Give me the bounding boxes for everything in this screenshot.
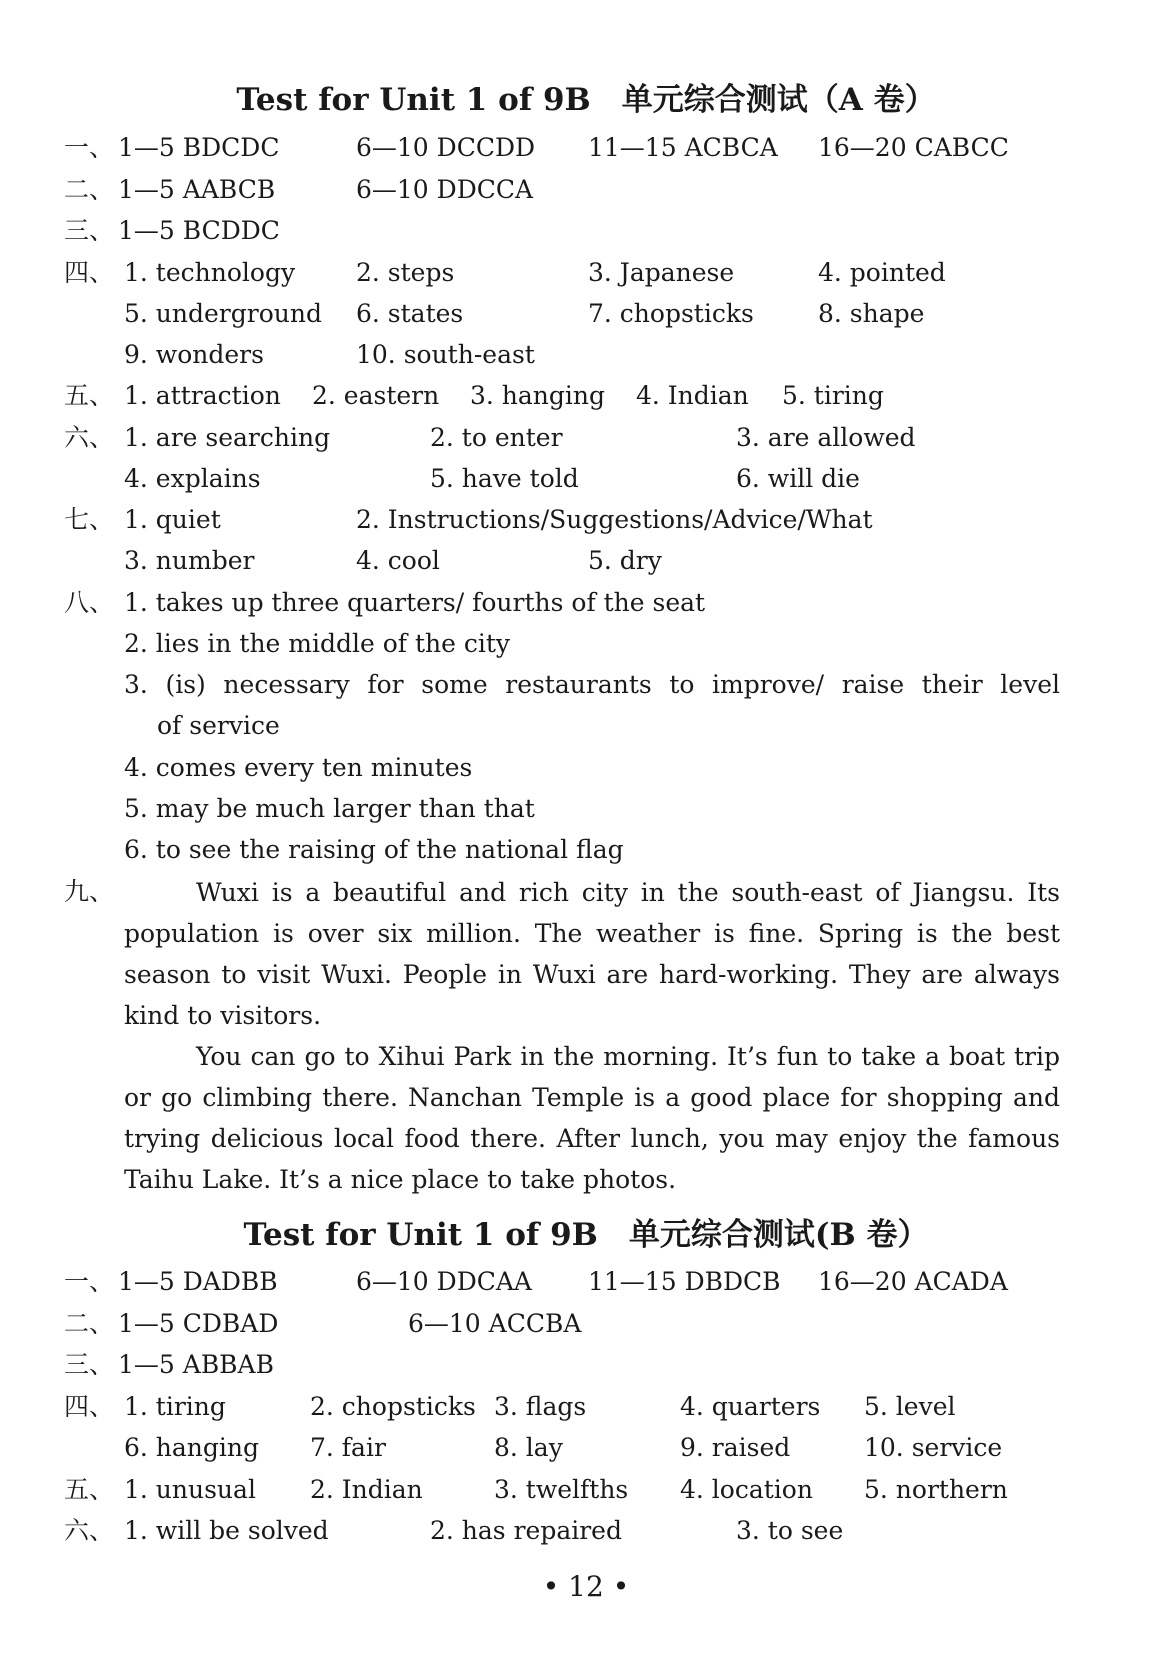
section-marker: 五、 bbox=[64, 381, 115, 410]
section-marker: 四、 bbox=[64, 1392, 115, 1421]
answer: 6—10 ACCBA bbox=[408, 1309, 582, 1338]
answer: 3. number bbox=[124, 546, 255, 575]
title-test-b: Test for Unit 1 of 9B 单元综合测试(B 卷） bbox=[243, 1217, 929, 1253]
answer: 16—20 ACADA bbox=[818, 1267, 1008, 1296]
answer: 11—15 DBDCB bbox=[588, 1267, 781, 1296]
answer: of service bbox=[157, 711, 280, 740]
answer: 6—10 DDCAA bbox=[356, 1267, 532, 1296]
answer: 6. to see the raising of the national flag bbox=[124, 835, 624, 864]
answer: 1. attraction bbox=[124, 381, 281, 410]
answer: 5. tiring bbox=[782, 381, 884, 410]
answer: 3. hanging bbox=[470, 381, 606, 410]
section-marker: 四、 bbox=[64, 258, 115, 287]
answer: 3. flags bbox=[494, 1392, 587, 1421]
answer: 2. Indian bbox=[310, 1475, 423, 1504]
answer: 1. unusual bbox=[124, 1475, 256, 1504]
section-marker: 六、 bbox=[64, 1516, 115, 1545]
answer: 4. comes every ten minutes bbox=[124, 753, 473, 782]
section-marker: 一、 bbox=[64, 1267, 115, 1296]
answer: 1—5 DADBB bbox=[118, 1267, 278, 1296]
answer: 3. (is) necessary for some restaurants to improve/ raise their level bbox=[124, 670, 1060, 699]
answer: 3. are allowed bbox=[736, 423, 916, 452]
answer: 1. takes up three quarters/ fourths of the seat bbox=[124, 588, 706, 617]
answer: 5. have told bbox=[430, 464, 579, 493]
answer: 6. states bbox=[356, 299, 464, 328]
answer: 2. lies in the middle of the city bbox=[124, 629, 511, 658]
answer: 1. quiet bbox=[124, 505, 221, 534]
answer: 16—20 CABCC bbox=[818, 133, 1009, 162]
answer: 8. shape bbox=[818, 299, 925, 328]
essay-paragraph-2: You can go to Xihui Park in the morning. It’s fun to take a boat trip or go climbing there. Nanchan Temple is a good place for shopping and trying delicious local food there. After lunch, you may enjoy the famous Taihu Lake. It’s a nice place to take photos. bbox=[124, 1042, 1060, 1194]
answer: 2. steps bbox=[356, 258, 455, 287]
answer: 2. has repaired bbox=[430, 1516, 622, 1545]
answer: 1. tiring bbox=[124, 1392, 226, 1421]
answer: 7. chopsticks bbox=[588, 299, 754, 328]
answer: 5. underground bbox=[124, 299, 322, 328]
answer: 5. may be much larger than that bbox=[124, 794, 535, 823]
answer: 1—5 BDCDC bbox=[118, 133, 280, 162]
answer: 4. quarters bbox=[680, 1392, 821, 1421]
answer: 2. chopsticks bbox=[310, 1392, 476, 1421]
answer: 1—5 AABCB bbox=[118, 175, 276, 204]
answer: 1—5 CDBAD bbox=[118, 1309, 279, 1338]
page-number: • 12 • bbox=[542, 1570, 630, 1603]
answer: 3. Japanese bbox=[588, 258, 735, 287]
answer: 1. technology bbox=[124, 258, 296, 287]
answer: 1. are searching bbox=[124, 423, 331, 452]
answer: 1—5 ABBAB bbox=[118, 1350, 274, 1379]
a-section-8-item-3 bbox=[0, 665, 1060, 705]
answer: 3. twelfths bbox=[494, 1475, 629, 1504]
section-marker: 六、 bbox=[64, 423, 115, 452]
answer: 8. lay bbox=[494, 1433, 563, 1462]
answer: 5. northern bbox=[864, 1475, 1008, 1504]
answer: 4. cool bbox=[356, 546, 440, 575]
section-marker: 三、 bbox=[64, 1350, 115, 1379]
answer: 7. fair bbox=[310, 1433, 386, 1462]
answer: 1. will be solved bbox=[124, 1516, 329, 1545]
answer: 6. will die bbox=[736, 464, 860, 493]
section-marker: 二、 bbox=[64, 1309, 115, 1338]
answer: 10. south-east bbox=[356, 340, 535, 369]
section-marker: 二、 bbox=[64, 175, 115, 204]
answer: 2. eastern bbox=[312, 381, 440, 410]
answer: 6—10 DDCCA bbox=[356, 175, 534, 204]
answer: 5. level bbox=[864, 1392, 956, 1421]
answer: 11—15 ACBCA bbox=[588, 133, 778, 162]
answer: 6—10 DCCDD bbox=[356, 133, 536, 162]
answer: 2. to enter bbox=[430, 423, 563, 452]
section-marker: 三、 bbox=[64, 216, 115, 245]
answer: 1—5 BCDDC bbox=[118, 216, 280, 245]
answer: 10. service bbox=[864, 1433, 1003, 1462]
essay-paragraph-1: Wuxi is a beautiful and rich city in the south-east of Jiangsu. Its population is over six million. The weather is fine. Spring is the best season to visit Wuxi. People in Wuxi are hard-working. They are always kind to visitors. bbox=[124, 878, 1060, 1030]
section-marker: 八、 bbox=[64, 588, 115, 617]
answer: 3. to see bbox=[736, 1516, 844, 1545]
answer: 9. wonders bbox=[124, 340, 264, 369]
section-marker: 七、 bbox=[64, 505, 115, 534]
section-marker: 一、 bbox=[64, 133, 115, 162]
answer: 4. location bbox=[680, 1475, 813, 1504]
answer: 6. hanging bbox=[124, 1433, 260, 1462]
section-marker: 九、 bbox=[64, 877, 115, 906]
answer: 5. dry bbox=[588, 546, 662, 575]
answer: 9. raised bbox=[680, 1433, 791, 1462]
answer: 4. Indian bbox=[636, 381, 749, 410]
answer: 4. pointed bbox=[818, 258, 946, 287]
answer: 2. Instructions/Suggestions/Advice/What bbox=[356, 505, 873, 534]
answer: 4. explains bbox=[124, 464, 261, 493]
section-marker: 五、 bbox=[64, 1475, 115, 1504]
title-test-a: Test for Unit 1 of 9B 单元综合测试（A 卷） bbox=[236, 82, 936, 118]
